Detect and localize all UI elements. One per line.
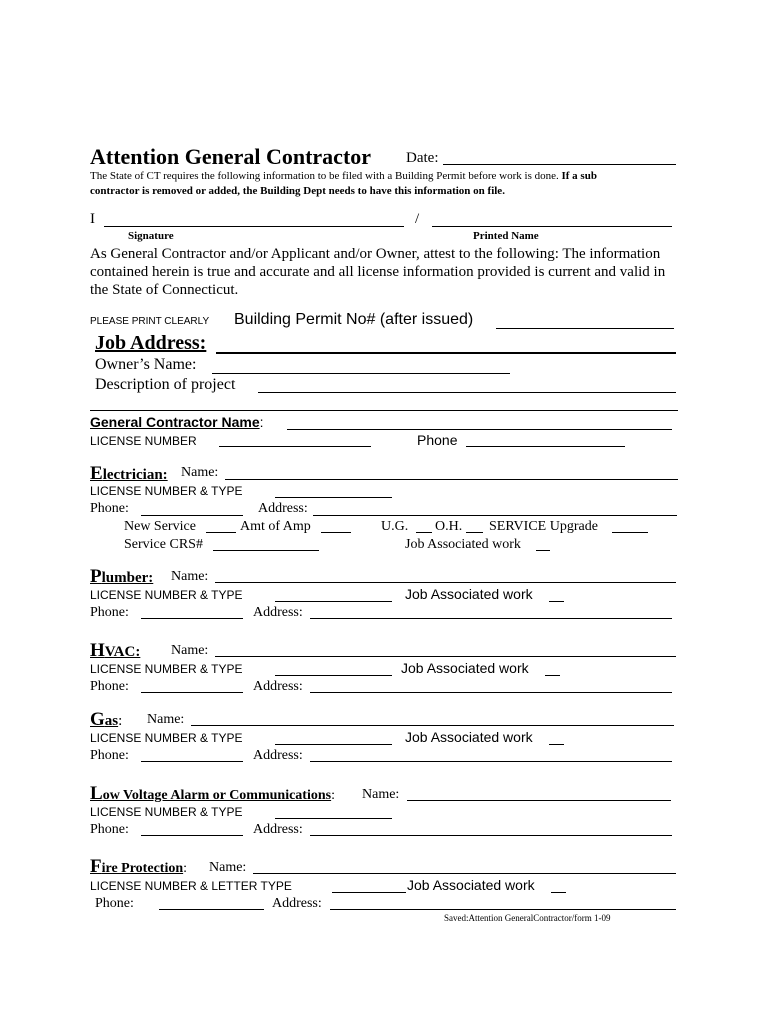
plumber-address-field[interactable] xyxy=(310,618,672,619)
gc-phone-label: Phone xyxy=(417,432,458,448)
job-address-field[interactable] xyxy=(216,352,676,354)
electrician-job-assoc-field[interactable] xyxy=(536,550,550,551)
signature-i-label: I xyxy=(90,211,95,227)
hvac-rest: VAC: xyxy=(104,644,141,660)
attest-line-3: the State of Connecticut. xyxy=(90,282,239,298)
plumber-address-label: Address: xyxy=(253,605,303,620)
plumber-heading xyxy=(90,566,153,588)
ug-label: U.G. xyxy=(381,519,409,534)
low-voltage-name-field[interactable] xyxy=(407,800,671,801)
low-voltage-name-label: Name: xyxy=(362,787,400,802)
signature-caption: Signature xyxy=(128,230,174,242)
description-field[interactable] xyxy=(258,392,676,393)
fire-address-field[interactable] xyxy=(330,909,676,910)
electrician-first: E xyxy=(90,463,103,484)
plumber-rest: lumber: xyxy=(101,570,154,586)
intro-line-1 xyxy=(90,170,597,182)
service-upgrade-field[interactable] xyxy=(612,532,648,533)
hvac-license-field[interactable] xyxy=(275,675,392,676)
electrician-heading xyxy=(90,463,168,485)
permit-no-field[interactable] xyxy=(496,328,674,329)
gas-phone-field[interactable] xyxy=(141,761,243,762)
gas-license-label: LICENSE NUMBER & TYPE xyxy=(90,731,243,745)
gc-name-field[interactable] xyxy=(287,429,672,430)
service-crs-field[interactable] xyxy=(213,550,319,551)
fire-license-field[interactable] xyxy=(332,892,406,893)
fire-rest: ire Protection xyxy=(101,861,184,876)
gas-job-assoc-field[interactable] xyxy=(549,744,564,745)
intro-line-1-bold: If a sub xyxy=(561,170,597,182)
gas-first: G xyxy=(90,709,105,730)
plumber-name-label: Name: xyxy=(171,569,209,584)
signature-field[interactable] xyxy=(104,226,404,227)
attest-line-1: As General Contractor and/or Applicant and/or Owner, attest to the following: The information xyxy=(90,246,661,262)
service-upgrade-label: SERVICE Upgrade xyxy=(489,519,598,534)
gas-name-label: Name: xyxy=(147,712,185,727)
electrician-job-assoc-label: Job Associated work xyxy=(405,537,521,552)
oh-field[interactable] xyxy=(466,532,483,533)
fire-job-assoc-field[interactable] xyxy=(551,892,566,893)
oh-label: O.H. xyxy=(435,519,463,534)
amt-of-amp-label: Amt of Amp xyxy=(240,519,311,534)
fire-phone-label: Phone: xyxy=(95,896,134,911)
new-service-field[interactable] xyxy=(206,532,236,533)
gas-address-label: Address: xyxy=(253,748,303,763)
hvac-license-label: LICENSE NUMBER & TYPE xyxy=(90,662,243,676)
electrician-license-label: LICENSE NUMBER & TYPE xyxy=(90,484,243,498)
plumber-name-field[interactable] xyxy=(215,582,676,583)
intro-line-2: contractor is removed or added, the Building Dept needs to have this information on file. xyxy=(90,185,505,197)
hvac-first: H xyxy=(90,640,105,661)
fire-address-label: Address: xyxy=(272,896,322,911)
printed-name-field[interactable] xyxy=(432,226,672,227)
plumber-phone-field[interactable] xyxy=(141,618,243,619)
date-field[interactable] xyxy=(443,164,676,165)
hvac-address-label: Address: xyxy=(253,679,303,694)
fire-license-label: LICENSE NUMBER & LETTER TYPE xyxy=(90,879,292,893)
plumber-job-assoc-label: Job Associated work xyxy=(405,586,533,602)
gas-license-field[interactable] xyxy=(275,744,392,745)
plumber-license-label: LICENSE NUMBER & TYPE xyxy=(90,588,243,602)
electrician-rest: lectrician: xyxy=(102,467,168,483)
hvac-phone-label: Phone: xyxy=(90,679,129,694)
saved-footer: Saved:Attention GeneralContractor/form 1-09 xyxy=(444,913,611,923)
job-address-label: Job Address: xyxy=(95,332,207,354)
hvac-heading xyxy=(90,640,140,662)
printed-name-caption: Printed Name xyxy=(473,230,539,242)
fire-colon: : xyxy=(183,861,188,876)
intro-line-1-text: The State of CT requires the following information to be filed with a Building Permit before work is done. xyxy=(90,170,559,182)
description-label: Description of project xyxy=(95,376,236,393)
plumber-phone-label: Phone: xyxy=(90,605,129,620)
print-clearly-label: PLEASE PRINT CLEARLY xyxy=(90,316,210,327)
gc-name-label: General Contractor Name xyxy=(90,414,260,430)
fire-phone-field[interactable] xyxy=(159,909,264,910)
low-voltage-colon: : xyxy=(331,788,335,803)
gas-job-assoc-label: Job Associated work xyxy=(405,729,533,745)
plumber-license-field[interactable] xyxy=(275,601,392,602)
gc-phone-field[interactable] xyxy=(466,446,625,447)
electrician-name-field[interactable] xyxy=(225,479,678,480)
owners-name-field[interactable] xyxy=(212,373,510,374)
low-voltage-phone-field[interactable] xyxy=(141,835,243,836)
plumber-job-assoc-field[interactable] xyxy=(549,601,564,602)
electrician-name-label: Name: xyxy=(181,465,219,480)
electrician-address-field[interactable] xyxy=(313,515,677,516)
electrician-license-field[interactable] xyxy=(275,497,392,498)
form-title: Attention General Contractor xyxy=(90,144,372,169)
permit-no-label: Building Permit No# (after issued) xyxy=(234,311,474,328)
gc-colon: : xyxy=(259,414,264,430)
gas-phone-label: Phone: xyxy=(90,748,129,763)
low-voltage-address-field[interactable] xyxy=(310,835,672,836)
low-voltage-license-field[interactable] xyxy=(275,818,392,819)
electrician-phone-label: Phone: xyxy=(90,501,129,516)
fire-name-label: Name: xyxy=(209,860,247,875)
low-voltage-phone-label: Phone: xyxy=(90,822,129,837)
owners-name-label: Owner’s Name: xyxy=(95,356,197,373)
gas-rest: as xyxy=(104,713,119,729)
hvac-job-assoc-field[interactable] xyxy=(545,675,560,676)
low-voltage-heading xyxy=(90,783,335,805)
gas-name-field[interactable] xyxy=(191,725,674,726)
low-voltage-first: L xyxy=(90,783,103,804)
hvac-name-field[interactable] xyxy=(215,656,676,657)
gas-address-field[interactable] xyxy=(310,761,672,762)
fire-job-assoc-label: Job Associated work xyxy=(407,877,535,893)
service-crs-label: Service CRS# xyxy=(124,537,203,552)
electrician-phone-field[interactable] xyxy=(141,515,243,516)
fire-name-field[interactable] xyxy=(253,873,676,874)
hvac-address-field[interactable] xyxy=(310,692,672,693)
low-voltage-rest: ow Voltage Alarm or Communications xyxy=(102,788,332,803)
fire-heading xyxy=(90,856,187,878)
new-service-label: New Service xyxy=(124,519,196,534)
attest-line-2: contained herein is true and accurate and all license information provided is current and valid in xyxy=(90,264,666,280)
gas-colon: : xyxy=(118,713,123,729)
ug-field[interactable] xyxy=(416,532,432,533)
hvac-name-label: Name: xyxy=(171,643,209,658)
hvac-job-assoc-label: Job Associated work xyxy=(401,660,529,676)
gc-name-line xyxy=(90,414,264,430)
plumber-first: P xyxy=(90,566,102,587)
amt-of-amp-field[interactable] xyxy=(321,532,351,533)
low-voltage-license-label: LICENSE NUMBER & TYPE xyxy=(90,805,243,819)
gas-heading xyxy=(90,709,122,731)
date-label: Date: xyxy=(406,150,439,166)
gc-license-field[interactable] xyxy=(219,446,371,447)
gc-license-label: LICENSE NUMBER xyxy=(90,434,197,448)
signature-slash: / xyxy=(415,211,420,227)
hvac-phone-field[interactable] xyxy=(141,692,243,693)
low-voltage-address-label: Address: xyxy=(253,822,303,837)
fire-first: F xyxy=(90,856,102,877)
electrician-address-label: Address: xyxy=(258,501,308,516)
description-field-line-2[interactable] xyxy=(90,410,678,411)
